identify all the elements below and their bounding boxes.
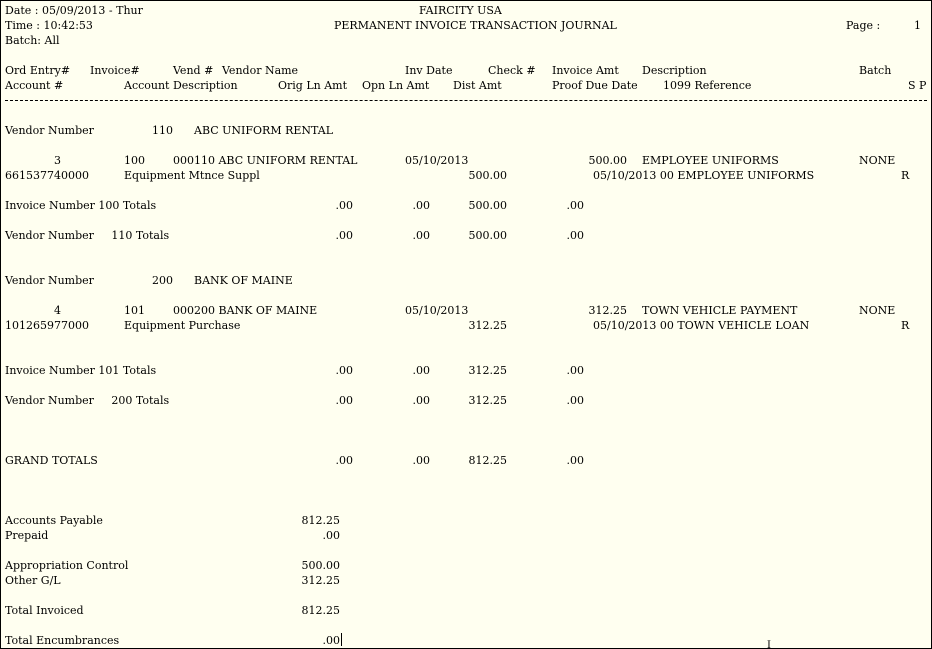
proof-total: .00 (566, 229, 584, 242)
vendor-totals-row (1, 228, 931, 243)
grand-opn-total: .00 (412, 454, 430, 467)
total-encumbrances-label: Total Encumbrances (5, 634, 120, 647)
prepaid-label: Prepaid (5, 529, 49, 542)
report-title: PERMANENT INVOICE TRANSACTION JOURNAL (334, 19, 617, 32)
company-name: FAIRCITY USA (419, 4, 502, 17)
dist-total: 312.25 (468, 364, 507, 377)
col-dist-amt: Dist Amt (453, 79, 502, 92)
col-opn-ln-amt: Opn Ln Amt (362, 79, 430, 92)
grand-totals-label: GRAND TOTALS (5, 454, 98, 467)
column-header-row-2 (1, 78, 931, 93)
col-proof-due-date: Proof Due Date (552, 79, 638, 92)
vendor-id-name: 000200 BANK OF MAINE (173, 304, 318, 317)
opn-total: .00 (412, 229, 430, 242)
opn-total: .00 (412, 394, 430, 407)
summary-other-gl (1, 573, 931, 588)
orig-total: .00 (335, 364, 353, 377)
appropriation-control-label: Appropriation Control (5, 559, 129, 572)
column-header-row-1 (1, 63, 931, 78)
summary-prepaid (1, 528, 931, 543)
status-code: R (901, 319, 910, 332)
other-gl-label: Other G/L (5, 574, 61, 587)
mouse-ibeam-cursor-icon: I (767, 640, 771, 649)
col-batch: Batch (859, 64, 892, 77)
report-time: Time : 10:42:53 (5, 19, 93, 32)
vendor-header (1, 123, 931, 138)
col-check: Check # (488, 64, 536, 77)
account-description: Equipment Mtnce Suppl (124, 169, 260, 182)
orig-total: .00 (335, 199, 353, 212)
prepaid-value: .00 (322, 529, 340, 542)
header-line-3 (1, 33, 931, 48)
ord-entry-number: 4 (54, 304, 61, 317)
vendor-header (1, 273, 931, 288)
invoice-number: 100 (124, 154, 145, 167)
ord-entry-number: 3 (54, 154, 61, 167)
appropriation-control-value: 500.00 (301, 559, 340, 572)
proof-total: .00 (566, 199, 584, 212)
dist-amount: 500.00 (468, 169, 507, 182)
summary-total-encumbrances (1, 633, 931, 648)
col-invoice: Invoice# (90, 64, 140, 77)
invoice-date: 05/10/2013 (405, 304, 469, 317)
batch-filter: Batch: All (5, 34, 60, 47)
col-1099-reference: 1099 Reference (663, 79, 752, 92)
invoice-date: 05/10/2013 (405, 154, 469, 167)
col-vendor-name: Vendor Name (222, 64, 299, 77)
total-invoiced-label: Total Invoiced (5, 604, 84, 617)
invoice-totals-label: Invoice Number 101 Totals (5, 364, 157, 377)
invoice-entry-row[interactable] (1, 153, 931, 168)
invoice-amount: 500.00 (588, 154, 627, 167)
proof-total: .00 (566, 394, 584, 407)
orig-total: .00 (335, 229, 353, 242)
page-label: Page : (846, 19, 881, 32)
account-number: 101265977000 (5, 319, 89, 332)
account-line-row[interactable] (1, 168, 931, 183)
account-description: Equipment Purchase (124, 319, 241, 332)
grand-dist-total: 812.25 (468, 454, 507, 467)
other-gl-value: 312.25 (301, 574, 340, 587)
summary-accounts-payable (1, 513, 931, 528)
invoice-batch: NONE (859, 304, 896, 317)
summary-total-invoiced (1, 603, 931, 618)
proof-total: .00 (566, 364, 584, 377)
accounts-payable-value: 812.25 (301, 514, 340, 527)
due-date-reference: 05/10/2013 00 EMPLOYEE UNIFORMS (593, 169, 815, 182)
invoice-totals-label: Invoice Number 100 Totals (5, 199, 157, 212)
grand-totals-row (1, 453, 931, 468)
summary-appropriation-control (1, 558, 931, 573)
col-orig-ln-amt: Orig Ln Amt (278, 79, 348, 92)
orig-total: .00 (335, 394, 353, 407)
vendor-number-label: Vendor Number (5, 124, 94, 137)
invoice-number: 101 (124, 304, 145, 317)
col-inv-date: Inv Date (405, 64, 453, 77)
invoice-entry-row[interactable] (1, 303, 931, 318)
report-date: Date : 05/09/2013 - Thur (5, 4, 143, 17)
header-line-2 (1, 18, 931, 33)
vendor-name: BANK OF MAINE (194, 274, 293, 287)
dist-total: 500.00 (468, 229, 507, 242)
header-line-1 (1, 3, 931, 18)
col-account-description: Account Description (124, 79, 238, 92)
vendor-totals-label: Vendor Number 110 Totals (5, 229, 170, 242)
due-date-reference: 05/10/2013 00 TOWN VEHICLE LOAN (593, 319, 810, 332)
dist-amount: 312.25 (468, 319, 507, 332)
total-invoiced-value: 812.25 (301, 604, 340, 617)
page-number: 1 (914, 19, 921, 32)
col-ord-entry: Ord Entry# (5, 64, 71, 77)
invoice-description: EMPLOYEE UNIFORMS (642, 154, 779, 167)
header-separator (5, 100, 927, 101)
col-sp: S P (908, 79, 927, 92)
invoice-totals-row (1, 363, 931, 378)
opn-total: .00 (412, 364, 430, 377)
invoice-totals-row (1, 198, 931, 213)
grand-proof-total: .00 (566, 454, 584, 467)
vendor-number: 110 (152, 124, 173, 137)
col-description: Description (642, 64, 707, 77)
total-encumbrances-value: .00 (322, 634, 340, 647)
status-code: R (901, 169, 910, 182)
dist-total: 500.00 (468, 199, 507, 212)
invoice-description: TOWN VEHICLE PAYMENT (642, 304, 798, 317)
account-line-row[interactable] (1, 318, 931, 333)
col-invoice-amt: Invoice Amt (552, 64, 619, 77)
accounts-payable-label: Accounts Payable (5, 514, 103, 527)
text-caret (341, 633, 342, 646)
account-number: 661537740000 (5, 169, 89, 182)
dist-total: 312.25 (468, 394, 507, 407)
grand-orig-total: .00 (335, 454, 353, 467)
vendor-number-label: Vendor Number (5, 274, 94, 287)
vendor-totals-row (1, 393, 931, 408)
vendor-number: 200 (152, 274, 173, 287)
vendor-name: ABC UNIFORM RENTAL (194, 124, 333, 137)
vendor-id-name: 000110 ABC UNIFORM RENTAL (173, 154, 358, 167)
opn-total: .00 (412, 199, 430, 212)
col-vend: Vend # (173, 64, 214, 77)
vendor-totals-label: Vendor Number 200 Totals (5, 394, 170, 407)
col-account: Account # (5, 79, 64, 92)
invoice-journal-report (1, 1, 931, 648)
invoice-amount: 312.25 (588, 304, 627, 317)
invoice-batch: NONE (859, 154, 896, 167)
